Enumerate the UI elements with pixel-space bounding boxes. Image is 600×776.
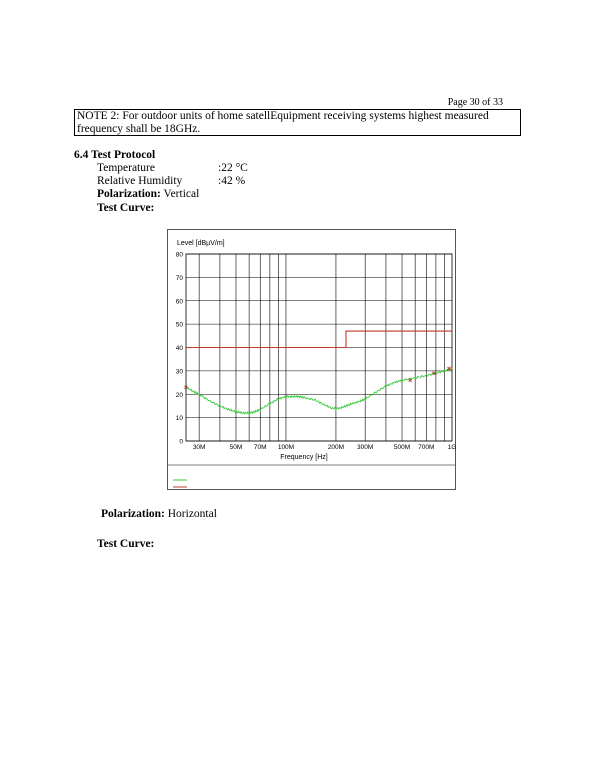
temperature-row (97, 162, 248, 174)
y-tick-label: 80 (175, 251, 183, 259)
test-curve-label: Test Curve: (97, 202, 155, 214)
y-tick-label: 20 (175, 391, 183, 399)
polarization-label: Polarization: (97, 188, 161, 200)
polarization-value: Vertical (163, 188, 200, 200)
polarization-horizontal-value: Horizontal (167, 508, 217, 520)
measurement-curve (186, 369, 452, 414)
y-tick-label: 50 (175, 321, 183, 329)
humidity-row (97, 175, 246, 187)
temperature-value: :22 °C (218, 162, 248, 174)
humidity-label: Relative Humidity (97, 175, 183, 187)
x-tick-label: 50M (229, 444, 243, 451)
y-tick-label: 30 (175, 368, 183, 376)
y-tick-labels (176, 252, 184, 446)
y-tick-label: 10 (175, 415, 183, 423)
y-tick-label: 60 (175, 298, 183, 306)
humidity-value: :42 % (218, 175, 246, 187)
x-tick-label: 100M (277, 444, 295, 451)
chart-legend (168, 465, 455, 487)
y-axis-label: Level [dBµV/m] (177, 240, 225, 247)
limit-line (186, 331, 452, 347)
section-heading: 6.4 Test Protocol (74, 149, 156, 161)
x-tick-labels (193, 444, 457, 451)
note-box: NOTE 2: For outdoor units of home satellEquipment receiving systems highest measured frequency shall be 18GHz. (74, 109, 521, 136)
polarization-horizontal (101, 508, 217, 520)
temperature-label: Temperature (97, 162, 155, 174)
x-tick-label: 1G (447, 444, 457, 451)
emission-chart (168, 230, 455, 489)
x-tick-label: 700M (418, 444, 435, 451)
y-tick-label: 40 (175, 345, 183, 352)
x-axis-label: Frequency [Hz] (280, 454, 328, 461)
y-tick-label: 70 (175, 274, 183, 282)
test-curve-horizontal-label: Test Curve: (97, 538, 155, 550)
polarization-row (97, 188, 199, 200)
x-tick-label: 200M (327, 444, 345, 451)
y-tick-label: 0 (179, 438, 183, 446)
x-tick-label: 70M (253, 444, 267, 451)
x-tick-label: 300M (357, 444, 374, 451)
chart-frame (167, 229, 456, 490)
chart-series (186, 331, 452, 414)
page-number: Page 30 of 33 (447, 97, 503, 108)
x-tick-label: 500M (393, 444, 411, 451)
x-tick-label: 30M (192, 444, 206, 451)
polarization-horizontal-label: Polarization: (101, 508, 165, 520)
